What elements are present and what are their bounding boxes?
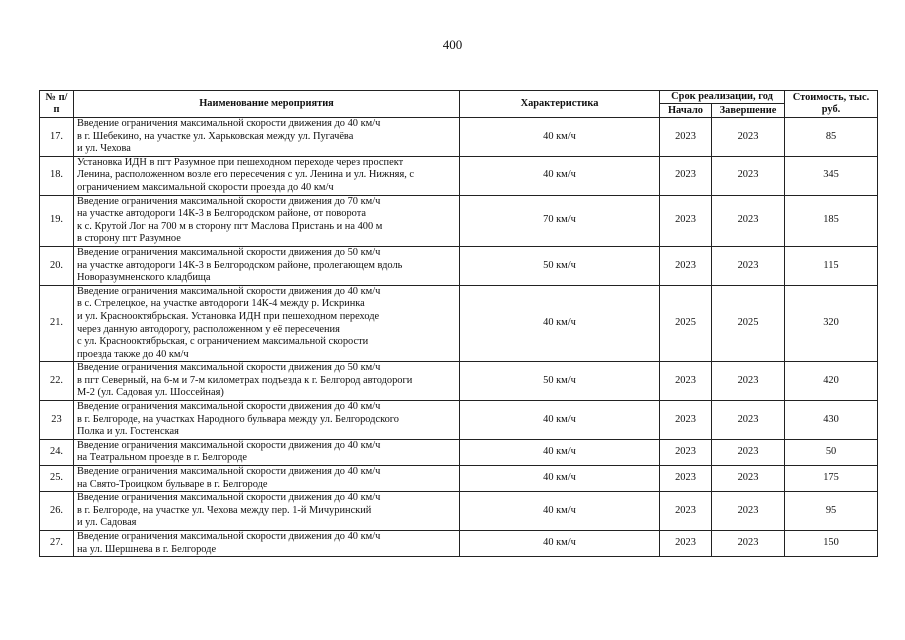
measure-name-line: на участке автодороги 14К-3 в Белгородском районе, от поворота <box>77 208 366 220</box>
start-year: 2023 <box>660 195 712 246</box>
start-year: 2023 <box>660 362 712 401</box>
cost-value: 420 <box>785 362 878 401</box>
table-body <box>40 118 878 557</box>
end-year: 2023 <box>712 466 785 492</box>
measure-name-line: Введение ограничения максимальной скорости движения до 40 км/ч <box>77 492 381 504</box>
table-row <box>40 285 878 362</box>
end-year: 2023 <box>712 195 785 246</box>
cost-value: 185 <box>785 195 878 246</box>
measure-name <box>74 439 460 465</box>
measure-name-line: в г. Шебекино, на участке ул. Харьковская между ул. Пугачёва <box>77 130 354 142</box>
header-name: Наименование мероприятия <box>74 91 460 118</box>
cost-value: 320 <box>785 285 878 362</box>
measure-name-line: Установка ИДН в пгт Разумное при пешеходном переходе через проспект <box>77 156 404 168</box>
measure-name-line: Введение ограничения максимальной скорости движения до 40 км/ч <box>77 531 381 542</box>
measure-name-line: на ул. Шершнева в г. Белгороде <box>77 543 217 555</box>
cost-value: 430 <box>785 401 878 440</box>
header-end: Завершение <box>712 104 785 118</box>
end-year: 2023 <box>712 156 785 195</box>
measure-name-line: в с. Стрелецкое, на участке автодороги 14К-4 между р. Искринка <box>77 298 365 310</box>
measure-name-line: Введение ограничения максимальной скорости движения до 50 км/ч <box>77 362 381 374</box>
measures-table-container <box>39 90 877 557</box>
page-number: 400 <box>442 37 463 52</box>
start-year: 2023 <box>660 118 712 157</box>
table-row <box>40 362 878 401</box>
row-number: 22. <box>40 362 74 401</box>
start-year: 2025 <box>660 285 712 362</box>
table-row <box>40 439 878 465</box>
measure-name-line: на участке автодороги 14К-3 в Белгородском районе, пролегающем вдоль <box>77 259 403 271</box>
cost-value: 50 <box>785 439 878 465</box>
measure-name <box>74 362 460 401</box>
row-number: 26. <box>40 492 74 531</box>
characteristic: 40 км/ч <box>460 401 660 440</box>
measure-name-line: М-2 (ул. Садовая ул. Шоссейная) <box>77 387 224 399</box>
row-number: 21. <box>40 285 74 362</box>
measure-name-line: и ул. Садовая <box>77 517 137 529</box>
characteristic: 50 км/ч <box>460 246 660 285</box>
measure-name-line: Введение ограничения максимальной скорости движения до 40 км/ч <box>77 118 381 129</box>
table-header <box>40 91 878 118</box>
row-number: 23 <box>40 401 74 440</box>
row-number: 27. <box>40 531 74 557</box>
measure-name <box>74 285 460 362</box>
measure-name-line: Введение ограничения максимальной скорости движения до 40 км/ч <box>77 401 381 413</box>
characteristic: 40 км/ч <box>460 466 660 492</box>
start-year: 2023 <box>660 156 712 195</box>
table-row <box>40 118 878 157</box>
cost-value: 95 <box>785 492 878 531</box>
measure-name-line: Ленина, расположенном возле его пересечения с ул. Ленина и ул. Нижняя, с <box>77 169 415 181</box>
start-year: 2023 <box>660 531 712 557</box>
header-cost: Стоимость, тыс. руб. <box>785 91 878 118</box>
measure-name-line: через данную автодорогу, расположенном у её пересечения <box>77 323 340 335</box>
characteristic: 40 км/ч <box>460 531 660 557</box>
characteristic: 40 км/ч <box>460 492 660 531</box>
row-number: 20. <box>40 246 74 285</box>
measure-name-line: Введение ограничения максимальной скорости движения до 40 км/ч <box>77 439 381 451</box>
row-number: 24. <box>40 439 74 465</box>
table-row <box>40 492 878 531</box>
measure-name <box>74 118 460 157</box>
measure-name-line: и ул. Краснооктябрьская. Установка ИДН при пешеходном переходе <box>77 310 380 322</box>
end-year: 2023 <box>712 531 785 557</box>
end-year: 2023 <box>712 401 785 440</box>
table-row <box>40 531 878 557</box>
end-year: 2023 <box>712 118 785 157</box>
start-year: 2023 <box>660 466 712 492</box>
measure-name <box>74 156 460 195</box>
measure-name <box>74 492 460 531</box>
measures-table <box>39 90 878 557</box>
measure-name <box>74 531 460 557</box>
end-year: 2023 <box>712 362 785 401</box>
measure-name-line: к с. Крутой Лог на 700 м в сторону пгт Маслова Пристань и на 400 м <box>77 220 383 232</box>
row-number: 19. <box>40 195 74 246</box>
measure-name <box>74 195 460 246</box>
characteristic: 40 км/ч <box>460 118 660 157</box>
measure-name-line: Введение ограничения максимальной скорости движения до 50 км/ч <box>77 246 381 258</box>
row-number: 17. <box>40 118 74 157</box>
row-number: 18. <box>40 156 74 195</box>
measure-name-line: ограничением максимальной скорости проезда до 40 км/ч <box>77 181 334 193</box>
start-year: 2023 <box>660 492 712 531</box>
measure-name-line: проезда также до 40 км/ч <box>77 348 189 360</box>
cost-value: 150 <box>785 531 878 557</box>
characteristic: 40 км/ч <box>460 439 660 465</box>
header-characteristic: Характеристика <box>460 91 660 118</box>
measure-name-line: Полка и ул. Гостенская <box>77 426 179 438</box>
table-row <box>40 156 878 195</box>
measure-name <box>74 466 460 492</box>
end-year: 2023 <box>712 492 785 531</box>
measure-name-line: в пгт Северный, на 6-м и 7-м километрах подъезда к г. Белгород автодороги <box>77 374 413 386</box>
end-year: 2025 <box>712 285 785 362</box>
end-year: 2023 <box>712 439 785 465</box>
characteristic: 50 км/ч <box>460 362 660 401</box>
measure-name-line: Введение ограничения максимальной скорости движения до 40 км/ч <box>77 285 381 297</box>
table-row <box>40 246 878 285</box>
measure-name-line: и ул. Чехова <box>77 143 131 155</box>
measure-name-line: Новоразумненского кладбища <box>77 272 211 284</box>
start-year: 2023 <box>660 439 712 465</box>
row-number: 25. <box>40 466 74 492</box>
measure-name <box>74 401 460 440</box>
header-number: № п/п <box>40 91 74 118</box>
cost-value: 345 <box>785 156 878 195</box>
measure-name-line: Введение ограничения максимальной скорости движения до 70 км/ч <box>77 195 381 207</box>
start-year: 2023 <box>660 401 712 440</box>
measure-name-line: в г. Белгороде, на участках Народного бульвара между ул. Белгородского <box>77 413 399 425</box>
characteristic: 40 км/ч <box>460 156 660 195</box>
table-row <box>40 195 878 246</box>
measure-name-line: в г. Белгороде, на участке ул. Чехова между пер. 1-й Мичуринский <box>77 504 372 516</box>
cost-value: 85 <box>785 118 878 157</box>
measure-name-line: на Театральном проезде в г. Белгороде <box>77 452 247 464</box>
header-start: Начало <box>660 104 712 118</box>
table-row <box>40 401 878 440</box>
measure-name <box>74 246 460 285</box>
end-year: 2023 <box>712 246 785 285</box>
table-row <box>40 466 878 492</box>
header-period: Срок реализации, год <box>660 91 785 104</box>
measure-name-line: на Свято-Троицком бульваре в г. Белгороде <box>77 478 268 490</box>
measure-name-line: с ул. Краснооктябрьская, с ограничением максимальной скорости <box>77 336 369 348</box>
cost-value: 175 <box>785 466 878 492</box>
measure-name-line: в сторону пгт Разумное <box>77 233 181 245</box>
characteristic: 40 км/ч <box>460 285 660 362</box>
measure-name-line: Введение ограничения максимальной скорости движения до 40 км/ч <box>77 466 381 478</box>
start-year: 2023 <box>660 246 712 285</box>
cost-value: 115 <box>785 246 878 285</box>
characteristic: 70 км/ч <box>460 195 660 246</box>
